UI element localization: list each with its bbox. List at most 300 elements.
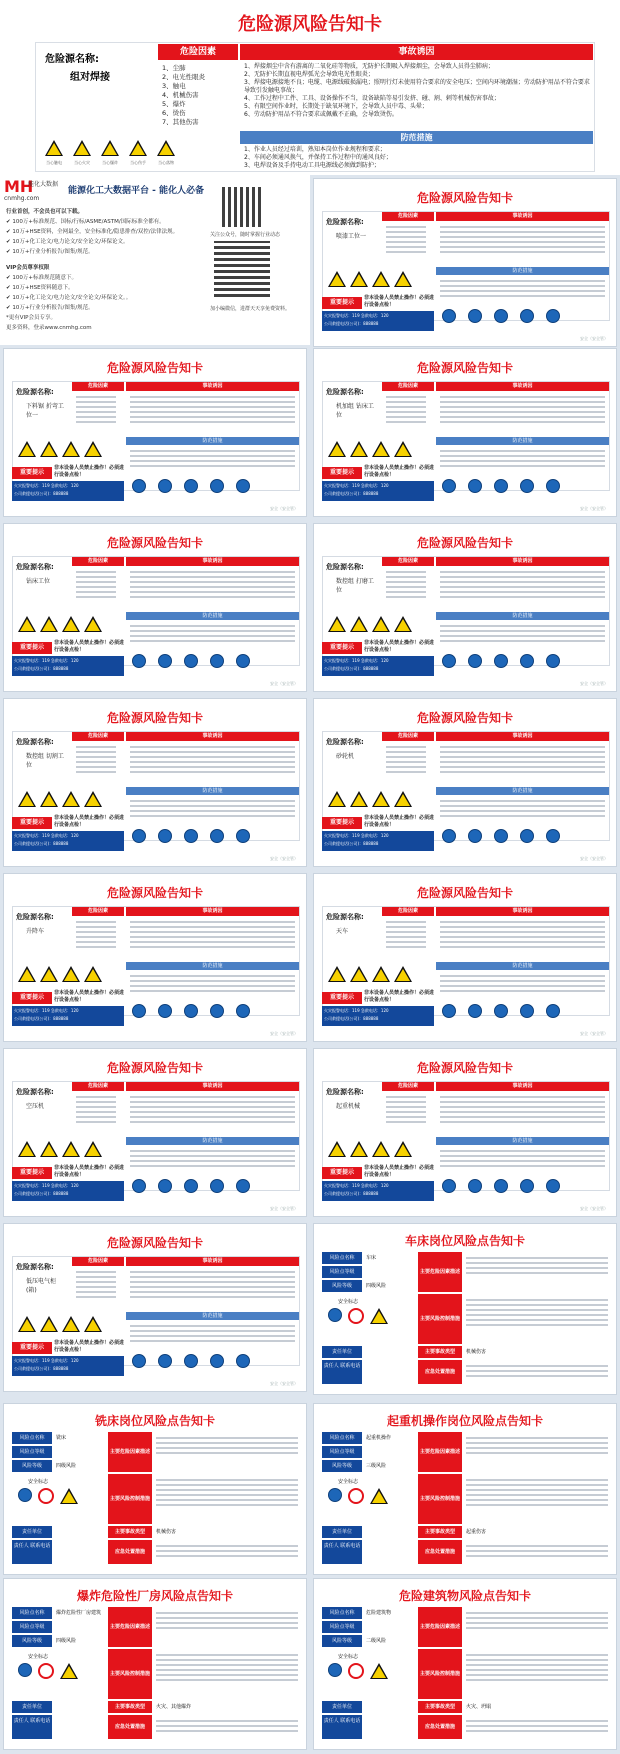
card-title: 危险源风险告知卡 bbox=[416, 361, 513, 375]
measures-header: 防范措施 bbox=[240, 131, 593, 144]
ppe-icon bbox=[210, 1004, 224, 1018]
card-alert-label: 重要提示 bbox=[322, 467, 362, 479]
card-footer-credit: 安全（安全管） bbox=[270, 1206, 298, 1211]
card-title: 危险源风险告知卡 bbox=[106, 886, 203, 900]
post-control-lines bbox=[156, 1651, 298, 1684]
post-desc-label: 主要危险因素描述 bbox=[418, 1607, 462, 1647]
post-desc-lines bbox=[156, 1434, 298, 1457]
warning-sign-icon bbox=[60, 1488, 78, 1504]
qr-code-official bbox=[222, 187, 262, 227]
warning-icon bbox=[40, 441, 58, 457]
card-measure-lines bbox=[130, 1322, 295, 1345]
card-factor-lines bbox=[386, 393, 426, 426]
factor-header: 危险因素 bbox=[158, 44, 238, 60]
post-point-label: 风险点名称 bbox=[322, 1607, 362, 1619]
hazard-card bbox=[3, 348, 307, 517]
explosion-warning-icon bbox=[101, 140, 119, 156]
card-warning-icons bbox=[328, 791, 412, 807]
post-emergency-lines bbox=[466, 1717, 608, 1735]
falling-object-warning-icon bbox=[157, 140, 175, 156]
ppe-icon bbox=[468, 479, 482, 493]
ppe-icon bbox=[520, 1179, 534, 1193]
post-card-title: 铣床岗位风险点告知卡 bbox=[94, 1414, 215, 1428]
ppe-icon bbox=[494, 1004, 508, 1018]
post-emergency-label: 应急处置措施 bbox=[418, 1715, 462, 1739]
post-level-label: 风险点等级 bbox=[322, 1621, 362, 1633]
post-control-lines bbox=[466, 1651, 608, 1684]
warning-icon bbox=[394, 616, 412, 632]
card-title: 危险源风险告知卡 bbox=[106, 711, 203, 725]
card-name-value: 起重机械 bbox=[336, 1103, 361, 1110]
card-emergency-bar: 火灾报警电话：119 急救电话：120 公司救援电话(公司)：888888 bbox=[322, 1006, 434, 1026]
post-unit-label: 责任单位 bbox=[12, 1526, 52, 1538]
post-accident-label: 主要事故类型 bbox=[418, 1526, 462, 1538]
card-emergency-bar: 火灾报警电话：119 急救电话：120 公司救援电话(公司)：888888 bbox=[12, 1356, 124, 1376]
card-alert-label: 重要提示 bbox=[12, 642, 52, 654]
post-person-label: 责任人 联系电话 bbox=[12, 1715, 52, 1739]
warning-icon bbox=[350, 966, 368, 982]
card-emergency-bar: 火灾报警电话：119 急救电话：120 公司救援电话(公司)：888888 bbox=[12, 1181, 124, 1201]
hazard-card bbox=[3, 873, 307, 1042]
card-cause-header: 事故诱因 bbox=[436, 907, 609, 916]
post-card-title: 危险建筑物风险点告知卡 bbox=[398, 1589, 531, 1603]
post-desc-lines bbox=[466, 1609, 608, 1632]
post-control-label: 主要风险控制措施 bbox=[108, 1474, 152, 1524]
post-emergency-lines bbox=[156, 1717, 298, 1735]
warning-icon bbox=[328, 791, 346, 807]
ppe-icon bbox=[442, 654, 456, 668]
card-measure-lines bbox=[130, 622, 295, 645]
card-measures-header: 防范措施 bbox=[126, 1312, 299, 1320]
post-desc-label: 主要危险因素描述 bbox=[418, 1432, 462, 1472]
card-name-value: 数控组 打磨工位 bbox=[336, 578, 374, 594]
post-card-title: 车床岗位风险点告知卡 bbox=[404, 1234, 525, 1248]
warning-icon bbox=[328, 966, 346, 982]
post-point-value: 车床 bbox=[366, 1255, 377, 1261]
post-point-value: 爆炸危险性厂房建筑 bbox=[56, 1610, 102, 1616]
card-name-value: 砂轮机 bbox=[336, 753, 355, 760]
mandatory-sign-icon bbox=[328, 1663, 342, 1677]
card-cause-lines bbox=[130, 1268, 295, 1301]
ppe-icon bbox=[132, 1179, 146, 1193]
card-factor-lines bbox=[386, 568, 426, 601]
card-measures-header: 防范措施 bbox=[126, 437, 299, 445]
card-alert-text: 非本设备人员禁止操作！必须进行设备点检！ bbox=[54, 640, 125, 653]
qr-code-wechat bbox=[214, 241, 270, 297]
post-emergency-label: 应急处置措施 bbox=[108, 1540, 152, 1564]
hazard-card bbox=[3, 1223, 307, 1392]
warning-icon bbox=[62, 441, 80, 457]
warning-icon bbox=[394, 966, 412, 982]
post-point-value: 铣床 bbox=[56, 1435, 67, 1441]
promo-panel bbox=[0, 175, 310, 345]
ppe-icon bbox=[468, 829, 482, 843]
ppe-icon bbox=[132, 479, 146, 493]
card-name-value: 数控组 切割工位 bbox=[26, 753, 64, 769]
measures-list: 1、作业人员经过培训，熟知本岗位作业规程和要求； 2、车间必须通风换气，并保持工作过程中的通风良好； 3、电焊设备及手持电动工具电源线必须做到防护； bbox=[244, 146, 392, 169]
post-sign-icons bbox=[328, 1488, 388, 1504]
card-measure-lines bbox=[130, 447, 295, 470]
card-factor-lines bbox=[76, 743, 116, 776]
card-title: 危险源风险告知卡 bbox=[416, 886, 513, 900]
card-emergency-bar: 火灾报警电话：119 急救电话：120 公司救援电话(公司)：888888 bbox=[12, 656, 124, 676]
post-accident-label: 主要事故类型 bbox=[108, 1526, 152, 1538]
post-grade-label: 风险等级 bbox=[12, 1460, 52, 1472]
post-grade-value: 四级风险 bbox=[56, 1638, 77, 1644]
post-person-label: 责任人 联系电话 bbox=[322, 1540, 362, 1564]
warning-icon bbox=[40, 966, 58, 982]
ppe-icon bbox=[158, 829, 172, 843]
brand-logo: MH bbox=[4, 177, 34, 196]
warning-icon bbox=[18, 441, 36, 457]
card-cause-lines bbox=[440, 393, 605, 426]
card-ppe-icons bbox=[132, 479, 250, 493]
post-point-value: 危险建筑物 bbox=[366, 1610, 392, 1616]
post-grade-value: 四级风险 bbox=[56, 1463, 77, 1469]
card-title: 危险源风险告知卡 bbox=[416, 191, 513, 205]
card-name-value: 下料锯 折弯工位一 bbox=[26, 403, 64, 419]
card-factor-header: 危险因素 bbox=[72, 382, 124, 391]
card-warning-icons bbox=[18, 791, 102, 807]
post-desc-label: 主要危险因素描述 bbox=[418, 1252, 462, 1292]
warning-icon bbox=[84, 441, 102, 457]
ppe-icon bbox=[494, 479, 508, 493]
post-control-label: 主要风险控制措施 bbox=[418, 1649, 462, 1699]
ppe-icon bbox=[184, 829, 198, 843]
post-sign-icons bbox=[18, 1488, 78, 1504]
ppe-icon bbox=[184, 479, 198, 493]
card-cause-lines bbox=[440, 1093, 605, 1126]
warning-icon bbox=[62, 791, 80, 807]
post-person-label: 责任人 联系电话 bbox=[322, 1715, 362, 1739]
card-warning-icons bbox=[328, 616, 412, 632]
card-footer-credit: 安全（安全管） bbox=[270, 856, 298, 861]
card-name-label: 危险源名称: bbox=[326, 738, 364, 746]
card-alert-text: 非本设备人员禁止操作！必须进行设备点检！ bbox=[54, 815, 125, 828]
card-emergency-bar: 火灾报警电话：119 急救电话：120 公司救援电话(公司)：888888 bbox=[322, 481, 434, 501]
card-cause-header: 事故诱因 bbox=[436, 1082, 609, 1091]
card-cause-lines bbox=[130, 743, 295, 776]
post-person-label: 责任人 联系电话 bbox=[12, 1540, 52, 1564]
post-control-lines bbox=[466, 1476, 608, 1509]
warning-icon bbox=[372, 791, 390, 807]
ppe-icon bbox=[520, 479, 534, 493]
card-cause-lines bbox=[130, 918, 295, 951]
card-measures-header: 防范措施 bbox=[436, 267, 609, 275]
warning-icon bbox=[350, 441, 368, 457]
warning-sign-icon bbox=[60, 1663, 78, 1679]
card-footer-credit: 安全（安全管） bbox=[580, 681, 608, 686]
ppe-icon bbox=[210, 829, 224, 843]
card-emergency-bar: 火灾报警电话：119 急救电话：120 公司救援电话(公司)：888888 bbox=[12, 481, 124, 501]
post-accident-value: 火灾、坍塌 bbox=[466, 1704, 492, 1710]
post-accident-value: 火灾、其他爆炸 bbox=[156, 1704, 192, 1710]
card-measures-header: 防范措施 bbox=[126, 787, 299, 795]
post-accident-value: 起重伤害 bbox=[466, 1529, 487, 1535]
warning-icon bbox=[328, 616, 346, 632]
mandatory-sign-icon bbox=[328, 1488, 342, 1502]
warning-icon bbox=[84, 966, 102, 982]
ppe-icon bbox=[210, 654, 224, 668]
post-grade-label: 风险等级 bbox=[12, 1635, 52, 1647]
card-factor-lines bbox=[76, 1093, 116, 1126]
ppe-icon bbox=[132, 654, 146, 668]
warning-icon bbox=[84, 616, 102, 632]
warning-icon bbox=[18, 966, 36, 982]
post-emergency-label: 应急处置措施 bbox=[418, 1540, 462, 1564]
post-sign-icons bbox=[328, 1663, 388, 1679]
post-emergency-lines bbox=[466, 1362, 608, 1380]
post-emergency-lines bbox=[466, 1542, 608, 1560]
card-measure-lines bbox=[440, 797, 605, 820]
card-cause-header: 事故诱因 bbox=[126, 907, 299, 916]
card-factor-lines bbox=[386, 743, 426, 776]
ppe-icon bbox=[546, 309, 560, 323]
post-sign-label: 安全标志 bbox=[338, 1479, 359, 1485]
card-factor-header: 危险因素 bbox=[382, 732, 434, 741]
card-alert-label: 重要提示 bbox=[12, 1342, 52, 1354]
card-measure-lines bbox=[440, 972, 605, 995]
card-title: 危险源风险告知卡 bbox=[416, 711, 513, 725]
card-title: 危险源风险告知卡 bbox=[416, 536, 513, 550]
factor-list: 1、尘肺 2、电光性眼炎 3、触电 4、机械伤害 5、爆炸 6、烫伤 7、其他伤害 bbox=[162, 64, 206, 126]
card-cause-header: 事故诱因 bbox=[126, 1082, 299, 1091]
post-accident-value: 机械伤害 bbox=[156, 1529, 177, 1535]
post-grade-value: 三级风险 bbox=[366, 1463, 387, 1469]
card-measures-header: 防范措施 bbox=[436, 787, 609, 795]
warning-icon bbox=[328, 271, 346, 287]
card-ppe-icons bbox=[442, 479, 560, 493]
card-alert-label: 重要提示 bbox=[322, 817, 362, 829]
ppe-icon bbox=[494, 829, 508, 843]
card-measure-lines bbox=[130, 797, 295, 820]
card-title: 危险源风险告知卡 bbox=[106, 1061, 203, 1075]
card-factor-header: 危险因素 bbox=[382, 557, 434, 566]
card-cause-lines bbox=[130, 568, 295, 601]
post-control-label: 主要风险控制措施 bbox=[418, 1474, 462, 1524]
hazard-card bbox=[313, 873, 617, 1042]
card-footer-credit: 安全（安全管） bbox=[580, 336, 608, 341]
ppe-icon bbox=[132, 829, 146, 843]
ppe-icon bbox=[520, 654, 534, 668]
card-measure-lines bbox=[130, 972, 295, 995]
hazard-name-value: 组对焊接 bbox=[70, 72, 110, 83]
warning-sign-icon bbox=[370, 1488, 388, 1504]
prohibition-sign-icon bbox=[348, 1308, 364, 1324]
card-alert-text: 非本设备人员禁止操作！必须进行设备点检！ bbox=[364, 815, 435, 828]
post-point-value: 起重机操作 bbox=[366, 1435, 392, 1441]
ppe-icon bbox=[236, 654, 250, 668]
ppe-icon bbox=[520, 829, 534, 843]
card-name-label: 危险源名称: bbox=[16, 738, 54, 746]
card-alert-text: 非本设备人员禁止操作！必须进行设备点检！ bbox=[364, 640, 435, 653]
mandatory-sign-icon bbox=[18, 1488, 32, 1502]
warning-icon bbox=[18, 1316, 36, 1332]
card-name-value: 机加组 钻床工位 bbox=[336, 403, 374, 419]
ppe-icon bbox=[494, 309, 508, 323]
ppe-icon bbox=[520, 309, 534, 323]
ppe-icon bbox=[236, 1004, 250, 1018]
card-ppe-icons bbox=[442, 1179, 560, 1193]
warning-icon bbox=[350, 1141, 368, 1157]
card-name-value: 喷漆工位一 bbox=[336, 233, 367, 240]
warning-icon bbox=[372, 271, 390, 287]
post-accident-label: 主要事故类型 bbox=[418, 1346, 462, 1358]
warning-sign-icon bbox=[370, 1308, 388, 1324]
card-warning-icons bbox=[328, 1141, 412, 1157]
warning-icon bbox=[372, 966, 390, 982]
card-warning-icons bbox=[18, 616, 102, 632]
prohibition-sign-icon bbox=[348, 1663, 364, 1679]
card-name-value: 天车 bbox=[336, 928, 349, 935]
post-desc-lines bbox=[466, 1254, 608, 1277]
warning-icon bbox=[40, 1316, 58, 1332]
card-alert-label: 重要提示 bbox=[322, 642, 362, 654]
warning-icon bbox=[18, 616, 36, 632]
ppe-icon bbox=[442, 829, 456, 843]
warning-icon bbox=[84, 1141, 102, 1157]
post-emergency-lines bbox=[156, 1542, 298, 1560]
ppe-icon bbox=[442, 1004, 456, 1018]
prohibition-sign-icon bbox=[38, 1488, 54, 1504]
card-ppe-icons bbox=[442, 654, 560, 668]
card-name-label: 危险源名称: bbox=[326, 388, 364, 396]
card-name-value: 升降车 bbox=[26, 928, 45, 935]
mandatory-sign-icon bbox=[328, 1308, 342, 1322]
card-cause-header: 事故诱因 bbox=[436, 382, 609, 391]
ppe-icon bbox=[546, 479, 560, 493]
post-risk-card bbox=[313, 1403, 617, 1575]
card-name-label: 危险源名称: bbox=[16, 563, 54, 571]
card-cause-lines bbox=[130, 1093, 295, 1126]
card-cause-header: 事故诱因 bbox=[436, 557, 609, 566]
card-measure-lines bbox=[440, 1147, 605, 1170]
card-factor-header: 危险因素 bbox=[72, 732, 124, 741]
card-title: 危险源风险告知卡 bbox=[416, 1061, 513, 1075]
post-grade-label: 风险等级 bbox=[322, 1635, 362, 1647]
post-desc-lines bbox=[466, 1434, 608, 1457]
card-cause-lines bbox=[440, 223, 605, 256]
card-alert-text: 非本设备人员禁止操作！必须进行设备点检！ bbox=[54, 465, 125, 478]
card-alert-label: 重要提示 bbox=[12, 992, 52, 1004]
ppe-icon bbox=[494, 654, 508, 668]
card-factor-lines bbox=[76, 568, 116, 601]
warning-icon bbox=[350, 791, 368, 807]
post-card-title: 爆炸危险性厂房风险点告知卡 bbox=[76, 1589, 233, 1603]
post-risk-card bbox=[3, 1403, 307, 1575]
card-name-label: 危险源名称: bbox=[326, 913, 364, 921]
ppe-icon bbox=[546, 654, 560, 668]
post-control-lines bbox=[466, 1296, 608, 1329]
post-grade-label: 风险等级 bbox=[322, 1460, 362, 1472]
card-measure-lines bbox=[440, 277, 605, 300]
ppe-icon bbox=[468, 1004, 482, 1018]
ppe-icon bbox=[132, 1354, 146, 1368]
card-factor-header: 危险因素 bbox=[72, 557, 124, 566]
warning-icon bbox=[328, 1141, 346, 1157]
post-point-label: 风险点名称 bbox=[322, 1432, 362, 1444]
card-ppe-icons bbox=[132, 1004, 250, 1018]
card-measures-header: 防范措施 bbox=[126, 962, 299, 970]
card-factor-header: 危险因素 bbox=[382, 907, 434, 916]
post-risk-card bbox=[3, 1578, 307, 1750]
card-alert-label: 重要提示 bbox=[12, 467, 52, 479]
card-cause-header: 事故诱因 bbox=[126, 557, 299, 566]
card-factor-header: 危险因素 bbox=[382, 382, 434, 391]
card-emergency-bar: 火灾报警电话：119 急救电话：120 公司救援电话(公司)：888888 bbox=[322, 311, 434, 331]
ppe-icon bbox=[236, 1354, 250, 1368]
card-measure-lines bbox=[130, 1147, 295, 1170]
card-factor-lines bbox=[76, 918, 116, 951]
post-unit-label: 责任单位 bbox=[322, 1526, 362, 1538]
card-alert-text: 非本设备人员禁止操作！必须进行设备点检！ bbox=[54, 1340, 125, 1353]
hazard-card bbox=[313, 1048, 617, 1217]
card-emergency-bar: 火灾报警电话：119 急救电话：120 公司救援电话(公司)：888888 bbox=[322, 656, 434, 676]
brand-url: cnmhg.com bbox=[4, 195, 40, 202]
post-unit-label: 责任单位 bbox=[322, 1346, 362, 1358]
vip-section: VIP会员尊享权限 ✔ 100万+标准规范随意下。 ✔ 10万+HSE资料随意下。 ✔ 10万+化工论文/电力论文/安全论文/环保论文。。 ✔ 10万+行业分析报告/图集/规范。 *更有VIP会员专享。 更多资料，登录www.cnmhg.com bbox=[6, 265, 132, 331]
warning-icon bbox=[62, 616, 80, 632]
prohibition-sign-icon bbox=[348, 1488, 364, 1504]
card-alert-text: 非本设备人员禁止操作！必须进行设备点检！ bbox=[364, 1165, 435, 1178]
card-cause-lines bbox=[440, 743, 605, 776]
card-cause-lines bbox=[130, 393, 295, 426]
card-footer-credit: 安全（安全管） bbox=[270, 681, 298, 686]
prohibition-sign-icon bbox=[38, 1663, 54, 1679]
warning-icon bbox=[18, 791, 36, 807]
card-ppe-icons bbox=[132, 1179, 250, 1193]
post-accident-label: 主要事故类型 bbox=[108, 1701, 152, 1713]
promo-slogan: 能源化工大数据平台 - 能化人必备 bbox=[68, 186, 205, 196]
hazard-card bbox=[313, 178, 617, 347]
card-alert-label: 重要提示 bbox=[12, 817, 52, 829]
hazard-card bbox=[313, 348, 617, 517]
warning-icon bbox=[62, 1141, 80, 1157]
card-name-value: 空压机 bbox=[26, 1103, 45, 1110]
card-cause-lines bbox=[440, 918, 605, 951]
warning-icon bbox=[40, 616, 58, 632]
ppe-icon bbox=[184, 654, 198, 668]
warning-icon bbox=[394, 1141, 412, 1157]
card-measure-lines bbox=[440, 447, 605, 470]
card-name-label: 危险源名称: bbox=[326, 1088, 364, 1096]
warning-icon bbox=[62, 1316, 80, 1332]
card-measures-header: 防范措施 bbox=[126, 612, 299, 620]
post-unit-label: 责任单位 bbox=[12, 1701, 52, 1713]
mandatory-sign-icon bbox=[18, 1663, 32, 1677]
warning-icon bbox=[62, 966, 80, 982]
qr-caption-official: 关注公众号，随时掌握行业动态 bbox=[210, 232, 281, 238]
card-alert-text: 非本设备人员禁止操作！必须进行设备点检！ bbox=[364, 295, 435, 308]
card-title: 危险源风险告知卡 bbox=[106, 536, 203, 550]
warning-icon bbox=[40, 1141, 58, 1157]
hazard-name-label: 危险源名称: bbox=[45, 54, 99, 65]
brand-name: 能化大数据 bbox=[28, 181, 59, 188]
card-footer-credit: 安全（安全管） bbox=[270, 1381, 298, 1386]
card-alert-text: 非本设备人员禁止操作！必须进行设备点检！ bbox=[54, 1165, 125, 1178]
card-emergency-bar: 火灾报警电话：119 急救电话：120 公司救援电话(公司)：888888 bbox=[322, 1181, 434, 1201]
ppe-icon bbox=[546, 1004, 560, 1018]
post-desc-lines bbox=[156, 1609, 298, 1632]
ppe-icon bbox=[184, 1354, 198, 1368]
post-point-label: 风险点名称 bbox=[12, 1432, 52, 1444]
post-grade-value: 二级风险 bbox=[366, 1638, 387, 1644]
qr-caption-wechat: 加小编微信，进群天天享免费资料。 bbox=[210, 306, 291, 312]
card-measures-header: 防范措施 bbox=[126, 1137, 299, 1145]
warning-sign-icon bbox=[370, 1663, 388, 1679]
card-factor-lines bbox=[76, 1268, 116, 1301]
card-name-label: 危险源名称: bbox=[16, 1088, 54, 1096]
